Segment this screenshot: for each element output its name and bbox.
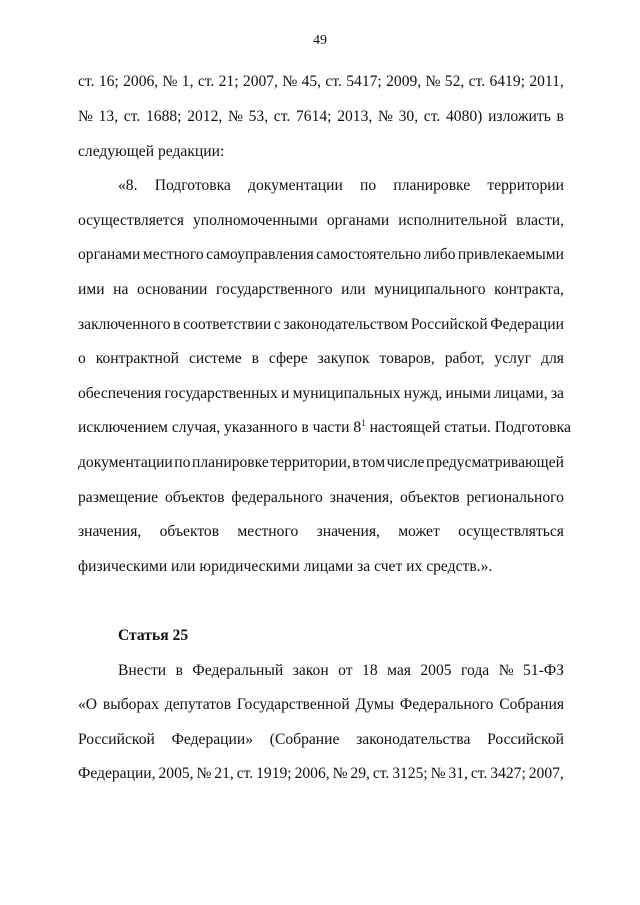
word: ст. [470,765,488,782]
word: Собрания [499,696,564,713]
word: планировке [393,177,471,194]
word: 4080) [445,108,483,125]
word: ст. [236,765,254,782]
word: по [174,454,191,471]
word: власти, [516,212,564,229]
text-line [118,661,564,681]
word: заключенного [78,316,171,333]
word: ими [78,281,105,298]
word: может [398,523,440,540]
superscript: 1 [361,418,366,428]
word: 16; [98,73,119,90]
word: (Собрание [269,731,340,748]
text-line [78,280,564,300]
word: 1, [181,73,194,90]
word: контракта, [494,281,564,298]
word: 2007, [242,73,278,90]
word: Российской [487,731,564,748]
text-line [78,72,564,92]
word: органами [326,212,390,229]
word: том [361,454,386,471]
word: федерального [231,489,323,506]
text-line: следующей редакции: [78,143,225,160]
word: «8. [118,177,138,194]
word: ст. [78,73,95,90]
word: 2009, [386,73,422,90]
word: Государственной [236,696,350,713]
word: 13, [98,108,119,125]
word: от [338,662,353,679]
text-line-with-superscript [78,418,571,438]
word: привлекаемыми [457,246,564,263]
word: обеспечения [78,385,162,402]
word: 29, [350,765,370,782]
word: Федеральный [192,662,284,679]
word: уполномоченными [192,212,318,229]
word: закупок [317,350,370,367]
text-line [78,107,564,127]
word: предусматривающей [426,454,564,471]
word: № [78,108,93,125]
text-line: физическими или юридическими лицами за счет их средств.». [78,558,493,575]
word: иными [445,385,491,402]
word: 1919; [256,765,292,782]
text-line [78,453,564,473]
word: 2012, [187,108,223,125]
word: ст. [423,108,441,125]
word: ст. [468,73,486,90]
word: территории [487,177,564,194]
word: закон [292,662,329,679]
word: территории, [270,454,351,471]
word: № [378,108,393,125]
word: выборах [102,696,159,713]
word: 21; [218,73,239,90]
word: 51-ФЗ [523,662,564,679]
word: исполнительной [398,212,508,229]
text-line [78,730,564,750]
word: 6419; [489,73,525,90]
word: нужд, [403,385,443,402]
word: значения, [316,523,380,540]
word: в [251,350,259,367]
word: работ, [444,350,485,367]
word: местного [237,523,299,540]
word: 31, [448,765,468,782]
word: лицами, [494,385,548,402]
word: в [556,108,564,125]
word: товаров, [379,350,435,367]
word: либо [423,246,456,263]
word: местного [142,246,204,263]
word: системе [188,350,242,367]
word: основании [137,281,208,298]
text-line [78,488,564,508]
word: в [352,454,360,471]
word: Российской [410,316,488,333]
word: 18 [362,662,378,679]
word: о [78,350,86,367]
word: Федерации» [171,731,254,748]
word: 53, [248,108,269,125]
word: значения, [329,489,394,506]
word: 21, [214,765,234,782]
word: объектов [159,523,220,540]
word: № [162,73,178,90]
word: числе [386,454,425,471]
text-line [78,349,564,369]
word: 52, [444,73,465,90]
word: муниципального [374,281,486,298]
word: № [498,662,514,679]
word: Подготовка [154,177,231,194]
word: № [430,765,446,782]
word: документации [248,177,343,194]
word: самостоятельно [316,246,422,263]
word: 2006, [123,73,159,90]
word: года [461,662,490,679]
word: государственного [215,281,333,298]
word: законодательством [283,316,409,333]
word: услуг [494,350,532,367]
text-line [118,176,564,196]
word: государственных [164,385,278,402]
word: контрактной [95,350,180,367]
word: органами [78,246,141,263]
word: Думы [355,696,395,713]
word: объектов [164,489,225,506]
word: «О [78,696,98,713]
word: Российской [78,731,155,748]
word: № [332,765,348,782]
word: Внести [118,662,167,679]
text-line [78,315,564,335]
word: 2013, [337,108,373,125]
word: 2006, [294,765,330,782]
word: осуществляется [78,212,184,229]
word: 1688; [145,108,182,125]
word: или [341,281,366,298]
article-heading: Статья 25 [118,627,189,644]
word: муниципальных [292,385,401,402]
word: в [175,662,183,679]
word: 2007, [528,765,564,782]
text-line [78,695,564,715]
word: сфере [268,350,308,367]
word: регионального [466,489,564,506]
word: самоуправления [206,246,314,263]
word: ст. [123,108,141,125]
text-line [78,764,564,784]
word: законодательства [356,731,471,748]
word: с [273,316,281,333]
word: изложить [488,108,551,125]
word: Федерации [490,316,564,333]
word: планировке [191,454,269,471]
word: 5417; [346,73,382,90]
word: значения, [78,523,142,540]
word: на [113,281,129,298]
word: Федерации, [78,765,156,782]
word: для [541,350,564,367]
word: № [228,108,243,125]
word: документации [78,454,173,471]
word: 3125; [392,765,428,782]
word: № [282,73,298,90]
word: осуществляться [458,523,564,540]
word: размещение [78,489,158,506]
word: 7614; [295,108,332,125]
text-line [78,211,564,231]
page-number: 49 [313,33,327,48]
word: соответствии [183,316,272,333]
text-line [78,522,564,542]
word: 2005 [420,662,452,679]
word: ст. [325,73,342,90]
text-fragment: настоящей статьи. Подготовка [365,419,571,436]
word: 2005, [158,765,194,782]
text-fragment: исключением случая, указанного в части 8 [78,419,362,436]
word: за [550,385,564,402]
word: ст. [372,765,390,782]
word: ст. [273,108,291,125]
word: Федерального [399,696,494,713]
word: ст. [197,73,215,90]
word: и [280,385,290,402]
word: мая [387,662,411,679]
text-line [78,384,564,404]
text-line [78,245,564,265]
word: объектов [400,489,460,506]
word: 30, [398,108,419,125]
word: по [360,177,377,194]
word: 2011, [529,73,564,90]
word: № [196,765,212,782]
word: депутатов [164,696,232,713]
word: 45, [301,73,322,90]
word: 3427; [490,765,526,782]
word: в [173,316,181,333]
word: № [425,73,441,90]
